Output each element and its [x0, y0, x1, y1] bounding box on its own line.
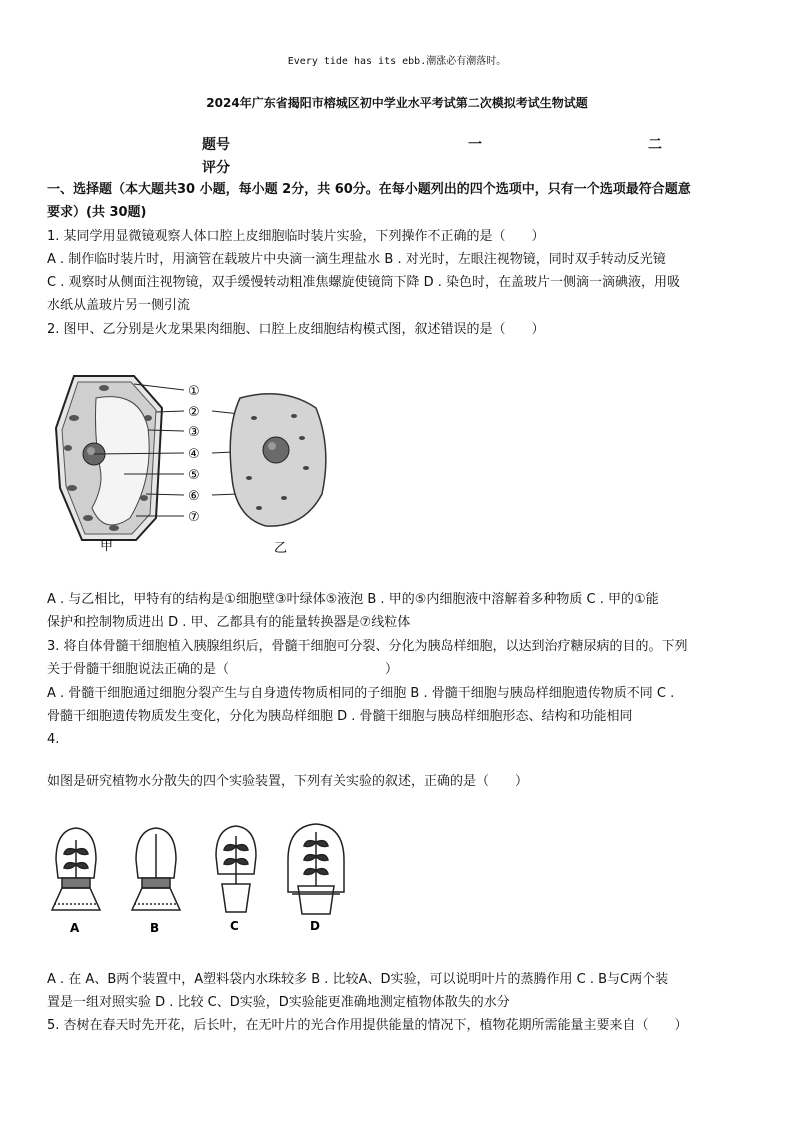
q4-number: 4.: [47, 732, 60, 747]
apparatus-label-b: B: [150, 921, 160, 935]
apparatus-label-d: D: [310, 919, 320, 933]
q3-stem-line-1: 3. 将自体骨髓干细胞植入胰腺组织后，骨髓干细胞可分裂、分化为胰岛样细胞，以达到治疗糖尿病的目的。下列: [47, 639, 688, 654]
animal-cell-diagram: [230, 394, 326, 526]
q4-apparatus-figure: [44, 820, 364, 940]
q2-options-line-1: A . 与乙相比，甲特有的结构是①细胞壁③叶绿体⑤液泡 B . 甲的⑤内细胞液中溶解着多种物质 C . 甲的①能: [47, 592, 659, 607]
page-title: 2024年广东省揭阳市榕城区初中学业水平考试第二次模拟考试生物试题: [206, 96, 588, 110]
q3-options-line-2: 骨髓干细胞遗传物质发生变化，分化为胰岛样细胞 D . 骨髓干细胞与胰岛样细胞形态、结构和功能相同: [47, 709, 633, 724]
apparatus-label-c: C: [230, 919, 239, 933]
q3-options-line-1: A . 骨髓干细胞通过细胞分裂产生与自身遗传物质相同的子细胞 B . 骨髓干细胞与胰岛样细胞遗传物质不同 C .: [47, 686, 675, 701]
apparatus-a: [52, 828, 100, 910]
q4-options-line-2: 置是一组对照实验 D . 比较 C、D实验，D实验能更准确地测定植物体散失的水分: [47, 995, 510, 1010]
apparatus-label-a: A: [70, 921, 80, 935]
header-motto: Every tide has its ebb.潮涨必有潮落时。: [287, 56, 507, 67]
q5-stem: 5. 杏树在春天时先开花，后长叶，在无叶片的光合作用提供能量的情况下，植物花期所需能量主要来自（ ）: [47, 1018, 688, 1033]
plant-label-3: ③: [188, 425, 200, 440]
apparatus-b: [132, 828, 180, 910]
section-heading-line-2: 要求）(共 30题): [47, 205, 147, 220]
apparatus-c: [216, 826, 256, 912]
q4-stem: 如图是研究植物水分散失的四个实验装置，下列有关实验的叙述，正确的是（ ）: [47, 774, 529, 789]
q4-options-line-1: A . 在 A、B两个装置中，A塑料袋内水珠较多 B . 比较A、D实验，可以说明叶片的蒸腾作用 C . B与C两个装: [47, 972, 669, 987]
plant-label-6: ⑥: [188, 489, 200, 504]
q2-cell-figure: [44, 368, 344, 558]
apparatus-d: [288, 824, 344, 914]
plant-label-7: ⑦: [188, 510, 200, 525]
plant-label-5: ⑤: [188, 468, 200, 483]
score-table-col-2: 二: [648, 137, 662, 153]
plant-label-1: ①: [188, 384, 200, 399]
section-heading-line-1: 一、选择题（本大题共30 小题，每小题 2分，共 60分。在每小题列出的四个选项中，只有一个选项最符合题意: [47, 182, 691, 197]
score-table-row-label-score: 评分: [202, 160, 230, 176]
plant-label-2: ②: [188, 405, 200, 420]
q3-stem-line-2: 关于骨髓干细胞说法正确的是（ ）: [47, 662, 399, 677]
caption-yi: 乙: [274, 541, 288, 556]
score-table-col-1: 一: [468, 137, 482, 153]
q2-stem: 2. 图甲、乙分别是火龙果果肉细胞、口腔上皮细胞结构模式图，叙述错误的是（ ）: [47, 322, 545, 337]
q1-options-line-3: 水纸从盖玻片另一侧引流: [47, 298, 191, 313]
q1-options-line-1: A . 制作临时装片时，用滴管在载玻片中央滴一滴生理盐水 B . 对光时，左眼注视物镜，同时双手转动反光镜: [47, 252, 666, 267]
plant-cell-diagram: [56, 376, 162, 540]
q2-options-line-2: 保护和控制物质进出 D . 甲、乙都具有的能量转换器是⑦线粒体: [47, 615, 411, 630]
caption-jia: 甲: [100, 539, 114, 554]
q1-stem: 1. 某同学用显微镜观察人体口腔上皮细胞临时装片实验，下列操作不正确的是（ ）: [47, 229, 545, 244]
score-table-row-label-number: 题号: [202, 137, 230, 153]
q1-options-line-2: C . 观察时从侧面注视物镜，双手缓慢转动粗准焦螺旋使镜筒下降 D . 染色时，在盖玻片一侧滴一滴碘液，用吸: [47, 275, 681, 290]
plant-label-4: ④: [188, 447, 200, 462]
